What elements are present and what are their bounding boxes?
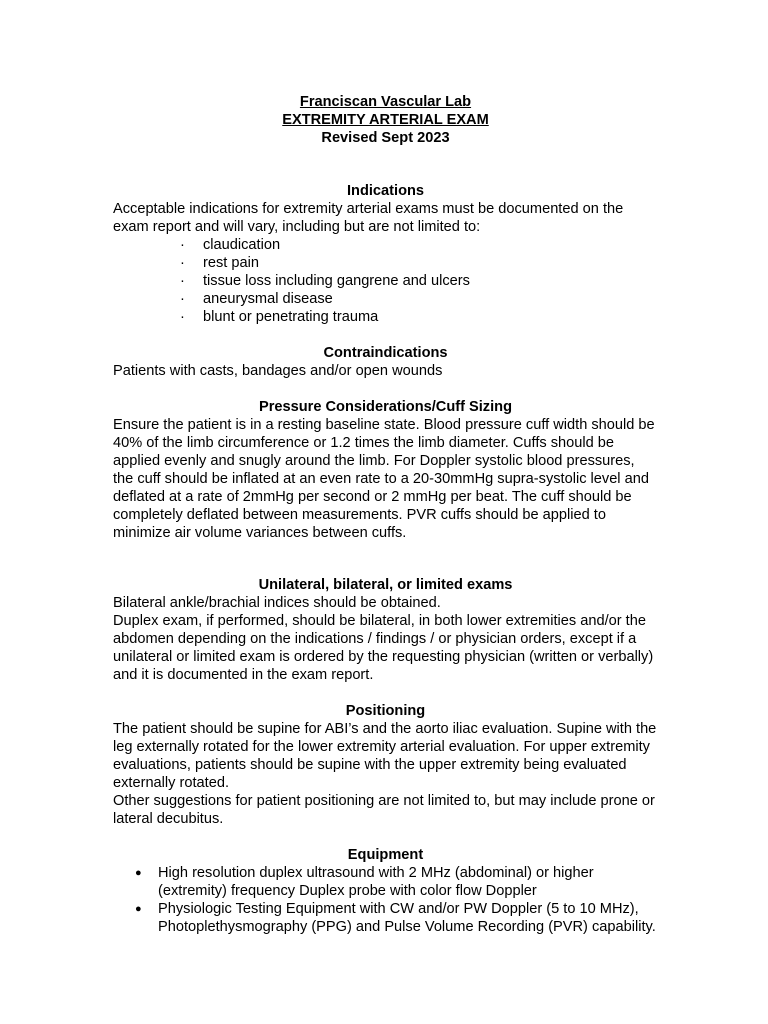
positioning-text-1: The patient should be supine for ABI’s and the aorto iliac evaluation. Supine with the leg externally rotated for the lower extremity arterial evaluation. For upper extremity evaluations, patients should be supine with the upper extremity being evaluated externally rotated.	[113, 721, 657, 791]
positioning-heading: Positioning	[345, 703, 426, 719]
pressure-text: Ensure the patient is in a resting baseline state. Blood pressure cuff width should be 40% of the limb circumference or 1.2 times the limb diameter. Cuffs should be applied evenly and snugly around the limb. For Doppler systolic blood pressures, the cuff should be inflated at an even rate to a 20-30mmHg supra-systolic level and deflated at a rate of 2mmHg per second or 2 mmHg per beat. The cuff should be completely deflated between measurements. PVR cuffs should be applied to minimize air volume variances between cuffs.	[113, 417, 655, 541]
document-page	[113, 93, 658, 936]
equipment-list	[113, 864, 658, 936]
contraindications-heading: Contraindications	[323, 345, 448, 361]
positioning-text-2: Other suggestions for patient positioning are not limited to, but may include prone or lateral decubitus.	[113, 793, 655, 827]
unilateral-text-2: Duplex exam, if performed, should be bilateral, in both lower extremities and/or the abdomen depending on the indications / findings / or physician orders, except if a unilateral or limited exam is ordered by the requesting physician (written or verbally) and it is documented in the exam report.	[113, 613, 654, 683]
unilateral-heading: Unilateral, bilateral, or limited exams	[258, 577, 513, 593]
revision-date: Revised Sept 2023	[321, 130, 450, 146]
document-header	[113, 93, 658, 147]
indications-list	[113, 236, 658, 326]
bullet-dot-icon: ·	[180, 291, 185, 307]
bullet-dot-icon: ·	[180, 237, 185, 253]
bullet-dot-icon: ·	[180, 273, 185, 289]
exam-title: EXTREMITY ARTERIAL EXAM	[282, 112, 489, 128]
bullet-disc-icon: ●	[135, 903, 142, 915]
lab-name: Franciscan Vascular Lab	[299, 94, 472, 110]
indications-intro: Acceptable indications for extremity arterial exams must be documented on the exam report and will vary, including but are not limited to:	[113, 201, 624, 235]
indications-section	[113, 182, 658, 326]
indications-heading: Indications	[346, 183, 425, 199]
equipment-heading: Equipment	[347, 847, 424, 863]
bullet-disc-icon: ●	[135, 867, 142, 879]
list-item: ● High resolution duplex ultrasound with 2 MHz (abdominal) or higher (extremity) frequency Duplex probe with color flow Doppler	[135, 865, 594, 899]
list-item: ● Physiologic Testing Equipment with CW and/or PW Doppler (5 to 10 MHz), Photoplethysmography (PPG) and Pulse Volume Recording (PVR) capability.	[135, 901, 656, 935]
positioning-section	[113, 702, 658, 828]
list-item: · aneurysmal disease	[180, 291, 333, 307]
bullet-dot-icon: ·	[180, 309, 185, 325]
unilateral-text-1: Bilateral ankle/brachial indices should be obtained.	[113, 595, 441, 611]
equipment-section	[113, 846, 658, 936]
list-item: · blunt or penetrating trauma	[180, 309, 379, 325]
list-item: · tissue loss including gangrene and ulcers	[180, 273, 470, 289]
list-item: · claudication	[180, 237, 281, 253]
list-item: · rest pain	[180, 255, 259, 271]
unilateral-section	[113, 576, 658, 684]
pressure-section	[113, 398, 658, 542]
contraindications-text: Patients with casts, bandages and/or open wounds	[113, 363, 443, 379]
contraindications-section	[113, 344, 658, 380]
bullet-dot-icon: ·	[180, 255, 185, 271]
pressure-heading: Pressure Considerations/Cuff Sizing	[258, 399, 512, 415]
